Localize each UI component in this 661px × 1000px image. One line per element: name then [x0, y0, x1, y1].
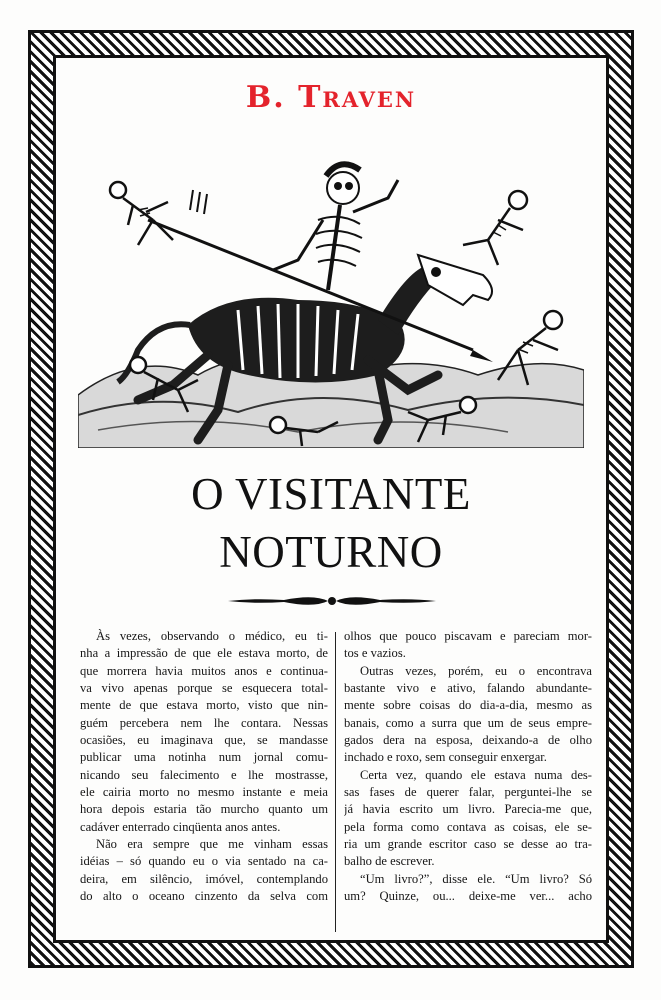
- text-line: hora depois estaria tão murcho quanto um: [80, 802, 328, 817]
- cover-panel: [56, 58, 606, 940]
- book-title-line-1: O VISITANTE: [191, 469, 471, 519]
- text-line: já havia escrito um livro. Parecia-me que,: [344, 802, 592, 817]
- text-line: mente de que estava morto, visto que nin-: [80, 698, 328, 713]
- text-line: mente sobre coisas do dia-a-dia, mesmo as: [344, 698, 592, 713]
- text-line: idéias – só quando eu o via sentado na ca-: [80, 854, 328, 869]
- text-line: deira, em silêncio, imóvel, contemplando: [80, 871, 328, 886]
- text-line: Outras vezes, porém, eu o encontrava: [360, 663, 592, 678]
- text-column-left: [80, 628, 328, 906]
- text-column-right: [344, 628, 592, 906]
- book-title-line-2: NOTURNO: [219, 527, 443, 577]
- text-line: sas fases de querer falar, perguntei-lhe se: [344, 785, 592, 800]
- text-line: pela forma como contava as coisas, ele se-: [344, 819, 592, 834]
- text-line: cadáver enterrado cinqüenta anos antes.: [80, 819, 281, 834]
- text-line: inchado e roxo, sem conseguir enxergar.: [344, 750, 547, 765]
- text-line: publicar uma notinha num jornal comu-: [80, 750, 328, 765]
- text-line: guém percebera nem lhe contara. Nessas: [80, 715, 328, 730]
- text-line: balho de escrever.: [344, 854, 435, 869]
- text-line: olhos que pouco piscavam e pareciam mor-: [344, 629, 592, 643]
- text-line: “Um livro?”, disse ele. “Um livro? Só: [360, 871, 592, 886]
- text-line: gados dera na esposa, deixando-a de olho: [344, 733, 592, 748]
- author-name: B. Traven: [245, 80, 417, 115]
- ornamental-divider-icon: [224, 592, 440, 610]
- text-line: bastante vivo e ativo, falando abundante-: [344, 681, 592, 696]
- text-line: ocasiões, eu imaginava que, se mandasse: [80, 733, 328, 748]
- text-line: Certa vez, quando ele estava numa des-: [360, 767, 592, 782]
- text-line: ria um grande escritor caso se desse ao tra-: [344, 837, 592, 852]
- text-line: nha a impressão de que ele estava morto, de: [80, 646, 328, 661]
- text-line: um? Quinze, ou... deixe-me ver... acho: [344, 889, 592, 904]
- text-line: va vivo apenas porque se esquecera total-: [80, 681, 328, 696]
- text-line: Às vezes, observando o médico, eu ti-: [96, 629, 328, 643]
- text-line: Não era sempre que me vinham essas: [96, 837, 328, 852]
- text-line: banais, como a surra que um de seus empre-: [344, 715, 592, 730]
- text-line: tos e vazios.: [344, 646, 406, 661]
- skeleton-horseman-illustration: [78, 150, 584, 448]
- text-line: nicando seu falecimento e lhe mostrasse,: [80, 767, 328, 782]
- column-divider: [335, 632, 336, 932]
- text-line: ele cairia morto no mesmo instante e meia: [80, 785, 328, 800]
- text-line: que morrera havia muitos anos e continua-: [80, 663, 328, 678]
- text-line: do alto o oceano cinzento da selva com: [80, 889, 328, 904]
